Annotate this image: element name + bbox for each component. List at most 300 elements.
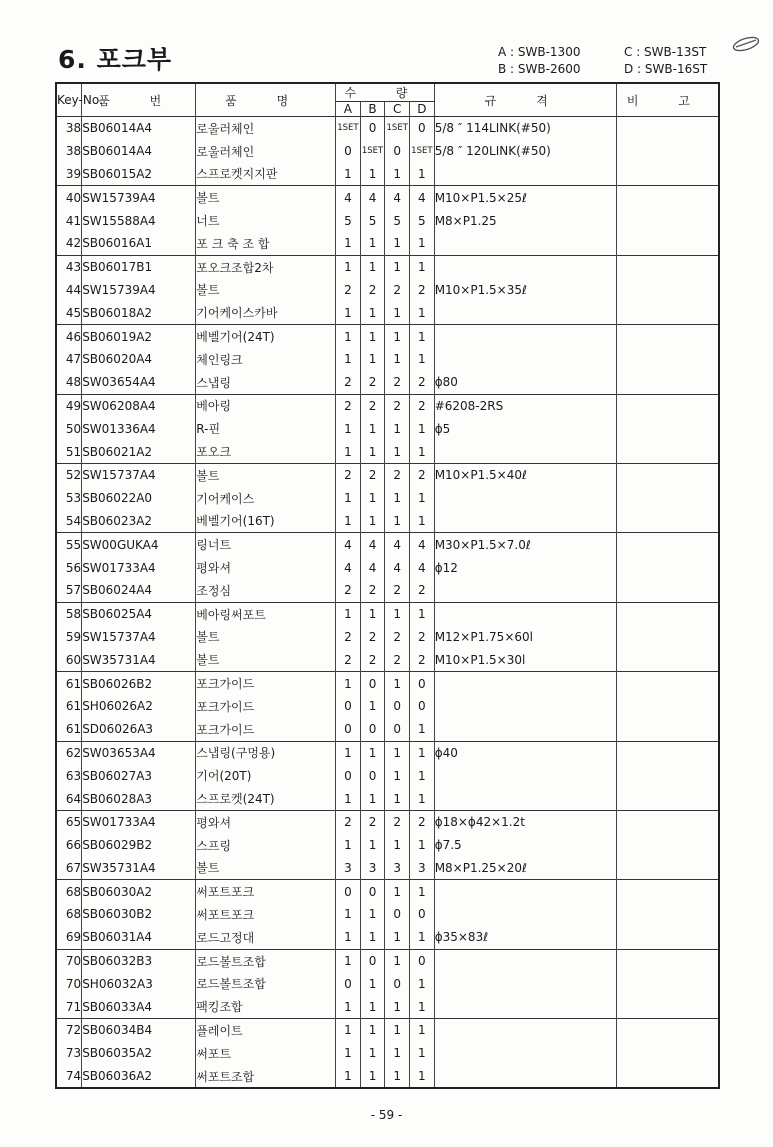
part-name-cell: 베벨기어(16T) — [196, 510, 336, 533]
qty-a-cell: 0 — [336, 764, 361, 787]
part-number-cell: SW35731A4 — [82, 648, 196, 671]
qty-b-cell: 1 — [360, 255, 385, 278]
qty-a-cell: 1 — [336, 949, 361, 972]
legend-model-d: D : SWB-16ST — [624, 62, 708, 76]
part-name-cell: 로울러체인 — [196, 117, 336, 140]
qty-d-cell: 1 — [410, 764, 435, 787]
qty-b-cell: 1 — [360, 1019, 385, 1042]
qty-d-cell: 4 — [410, 533, 435, 556]
header-part-number: 품 번 — [82, 83, 196, 117]
remarks-cell — [616, 325, 719, 348]
specification-cell: M8×P1.25×20ℓ — [434, 857, 616, 880]
remarks-cell — [616, 834, 719, 857]
specification-cell: M10×P1.5×40ℓ — [434, 463, 616, 486]
part-name-cell: 베벨기어(24T) — [196, 325, 336, 348]
specification-cell: ϕ40 — [434, 741, 616, 764]
key-no-cell: 65 — [56, 810, 82, 833]
part-number-cell: SB06023A2 — [82, 510, 196, 533]
remarks-cell — [616, 718, 719, 741]
qty-a-cell: 2 — [336, 279, 361, 302]
qty-a-cell: 4 — [336, 186, 361, 209]
part-number-cell: SB06029B2 — [82, 834, 196, 857]
qty-b-cell: 1 — [360, 972, 385, 995]
remarks-cell — [616, 741, 719, 764]
qty-c-cell: 1 — [385, 880, 410, 903]
part-name-cell: 로울러체인 — [196, 140, 336, 163]
specification-cell — [434, 972, 616, 995]
part-name-cell: 베아링 — [196, 394, 336, 417]
key-no-cell: 49 — [56, 394, 82, 417]
part-number-cell: SB06031A4 — [82, 926, 196, 949]
qty-b-cell: 4 — [360, 186, 385, 209]
key-no-cell: 53 — [56, 487, 82, 510]
specification-cell — [434, 764, 616, 787]
part-number-cell: SW03654A4 — [82, 371, 196, 394]
table-row — [56, 394, 719, 417]
qty-a-cell: 5 — [336, 209, 361, 232]
part-name-cell: 플레이트 — [196, 1019, 336, 1042]
qty-c-cell: 2 — [385, 810, 410, 833]
part-name-cell: 베아링써포트 — [196, 602, 336, 625]
qty-c-cell: 2 — [385, 371, 410, 394]
remarks-cell — [616, 279, 719, 302]
table-row — [56, 741, 719, 764]
qty-d-cell: 2 — [410, 648, 435, 671]
qty-d-cell: 5 — [410, 209, 435, 232]
table-row — [56, 487, 719, 510]
part-name-cell: 기어케이스카바 — [196, 301, 336, 324]
qty-c-cell: 2 — [385, 648, 410, 671]
remarks-cell — [616, 857, 719, 880]
table-row — [56, 810, 719, 833]
qty-b-cell: 4 — [360, 533, 385, 556]
model-legend-left — [498, 44, 581, 78]
remarks-cell — [616, 394, 719, 417]
qty-d-cell: 0 — [410, 903, 435, 926]
header-key-no: Key-No. — [56, 83, 82, 117]
table-row — [56, 463, 719, 486]
part-number-cell: SW15737A4 — [82, 626, 196, 649]
qty-a-cell: 2 — [336, 648, 361, 671]
key-no-cell: 64 — [56, 787, 82, 810]
table-row — [56, 348, 719, 371]
table-row — [56, 325, 719, 348]
key-no-cell: 38 — [56, 117, 82, 140]
qty-c-cell: 1 — [385, 510, 410, 533]
key-no-cell: 59 — [56, 626, 82, 649]
legend-model-a: A : SWB-1300 — [498, 45, 581, 59]
key-no-cell: 68 — [56, 880, 82, 903]
table-row — [56, 995, 719, 1018]
qty-c-cell: 1SET — [385, 117, 410, 140]
remarks-cell — [616, 764, 719, 787]
key-no-cell: 45 — [56, 301, 82, 324]
part-number-cell: SB06021A2 — [82, 440, 196, 463]
qty-d-cell: 0 — [410, 949, 435, 972]
key-no-cell: 40 — [56, 186, 82, 209]
table-row — [56, 232, 719, 255]
qty-c-cell: 1 — [385, 741, 410, 764]
part-name-cell: 스프로켓(24T) — [196, 787, 336, 810]
qty-a-cell: 2 — [336, 626, 361, 649]
remarks-cell — [616, 487, 719, 510]
part-name-cell: 너트 — [196, 209, 336, 232]
qty-d-cell: 1 — [410, 255, 435, 278]
specification-cell: ϕ12 — [434, 556, 616, 579]
qty-a-cell: 1 — [336, 510, 361, 533]
key-no-cell: 69 — [56, 926, 82, 949]
part-number-cell: SB06014A4 — [82, 117, 196, 140]
header-model-d: D — [410, 102, 435, 117]
qty-b-cell: 1 — [360, 487, 385, 510]
qty-c-cell: 1 — [385, 1065, 410, 1089]
part-name-cell: 포오크 — [196, 440, 336, 463]
qty-b-cell: 1 — [360, 163, 385, 186]
key-no-cell: 43 — [56, 255, 82, 278]
specification-cell — [434, 880, 616, 903]
part-number-cell: SB06017B1 — [82, 255, 196, 278]
qty-d-cell: 1 — [410, 1019, 435, 1042]
qty-d-cell: 1 — [410, 417, 435, 440]
key-no-cell: 62 — [56, 741, 82, 764]
part-number-cell: SW01733A4 — [82, 810, 196, 833]
qty-b-cell: 0 — [360, 764, 385, 787]
part-name-cell: 기어(20T) — [196, 764, 336, 787]
qty-a-cell: 0 — [336, 880, 361, 903]
qty-b-cell: 1 — [360, 232, 385, 255]
key-no-cell: 44 — [56, 279, 82, 302]
key-no-cell: 56 — [56, 556, 82, 579]
part-name-cell: 포크가이드 — [196, 695, 336, 718]
part-number-cell: SB06027A3 — [82, 764, 196, 787]
specification-cell — [434, 348, 616, 371]
qty-a-cell: 2 — [336, 394, 361, 417]
qty-a-cell: 1 — [336, 348, 361, 371]
qty-c-cell: 0 — [385, 903, 410, 926]
specification-cell: M12×P1.75×60l — [434, 626, 616, 649]
qty-c-cell: 2 — [385, 279, 410, 302]
qty-d-cell: 1 — [410, 880, 435, 903]
page-number: - 59 - — [370, 1108, 403, 1122]
remarks-cell — [616, 602, 719, 625]
qty-b-cell: 0 — [360, 949, 385, 972]
qty-c-cell: 4 — [385, 556, 410, 579]
table-row — [56, 440, 719, 463]
qty-a-cell: 1 — [336, 834, 361, 857]
qty-d-cell: 2 — [410, 626, 435, 649]
qty-d-cell: 2 — [410, 579, 435, 602]
table-row — [56, 764, 719, 787]
table-row — [56, 533, 719, 556]
part-number-cell: SH06032A3 — [82, 972, 196, 995]
specification-cell — [434, 1019, 616, 1042]
part-number-cell: SW15739A4 — [82, 279, 196, 302]
key-no-cell: 58 — [56, 602, 82, 625]
part-number-cell: SW01336A4 — [82, 417, 196, 440]
qty-c-cell: 0 — [385, 140, 410, 163]
part-number-cell: SB06035A2 — [82, 1042, 196, 1065]
specification-cell — [434, 232, 616, 255]
qty-a-cell: 1 — [336, 602, 361, 625]
qty-b-cell: 2 — [360, 463, 385, 486]
part-name-cell: 체인링크 — [196, 348, 336, 371]
remarks-cell — [616, 232, 719, 255]
specification-cell: #6208-2RS — [434, 394, 616, 417]
qty-b-cell: 1 — [360, 741, 385, 764]
pen-mark-icon — [730, 34, 762, 54]
specification-cell — [434, 301, 616, 324]
qty-a-cell: 2 — [336, 810, 361, 833]
specification-cell — [434, 995, 616, 1018]
table-row — [56, 163, 719, 186]
remarks-cell — [616, 579, 719, 602]
key-no-cell: 73 — [56, 1042, 82, 1065]
table-row — [56, 140, 719, 163]
qty-d-cell: 1 — [410, 163, 435, 186]
header-part-name: 품 명 — [196, 83, 336, 117]
part-number-cell: SB06024A4 — [82, 579, 196, 602]
part-name-cell: 링너트 — [196, 533, 336, 556]
remarks-cell — [616, 695, 719, 718]
key-no-cell: 66 — [56, 834, 82, 857]
qty-b-cell: 5 — [360, 209, 385, 232]
qty-b-cell: 1 — [360, 995, 385, 1018]
table-row — [56, 301, 719, 324]
qty-c-cell: 0 — [385, 718, 410, 741]
part-name-cell: 볼트 — [196, 626, 336, 649]
specification-cell: 5/8 ″ 114LINK(#50) — [434, 117, 616, 140]
qty-d-cell: 1 — [410, 440, 435, 463]
key-no-cell: 48 — [56, 371, 82, 394]
remarks-cell — [616, 972, 719, 995]
remarks-cell — [616, 510, 719, 533]
part-name-cell: 평와셔 — [196, 556, 336, 579]
part-number-cell: SB06022A0 — [82, 487, 196, 510]
specification-cell — [434, 718, 616, 741]
qty-b-cell: 0 — [360, 880, 385, 903]
remarks-cell — [616, 995, 719, 1018]
part-number-cell: SB06026B2 — [82, 672, 196, 695]
qty-b-cell: 1 — [360, 903, 385, 926]
part-name-cell: 로드볼트조합 — [196, 972, 336, 995]
remarks-cell — [616, 533, 719, 556]
part-name-cell: 포크가이드 — [196, 718, 336, 741]
qty-a-cell: 1 — [336, 301, 361, 324]
qty-a-cell: 4 — [336, 556, 361, 579]
remarks-cell — [616, 1019, 719, 1042]
qty-b-cell: 2 — [360, 626, 385, 649]
table-row — [56, 695, 719, 718]
qty-b-cell: 1SET — [360, 140, 385, 163]
specification-cell: M10×P1.5×35ℓ — [434, 279, 616, 302]
qty-b-cell: 1 — [360, 695, 385, 718]
specification-cell: M8×P1.25 — [434, 209, 616, 232]
part-number-cell: SB06015A2 — [82, 163, 196, 186]
remarks-cell — [616, 672, 719, 695]
qty-b-cell: 2 — [360, 371, 385, 394]
remarks-cell — [616, 255, 719, 278]
qty-c-cell: 5 — [385, 209, 410, 232]
qty-a-cell: 1 — [336, 325, 361, 348]
qty-a-cell: 4 — [336, 533, 361, 556]
specification-cell — [434, 325, 616, 348]
qty-a-cell: 1 — [336, 926, 361, 949]
qty-a-cell: 1 — [336, 672, 361, 695]
qty-c-cell: 1 — [385, 995, 410, 1018]
qty-c-cell: 1 — [385, 949, 410, 972]
remarks-cell — [616, 209, 719, 232]
qty-b-cell: 2 — [360, 279, 385, 302]
remarks-cell — [616, 417, 719, 440]
part-number-cell: SD06026A3 — [82, 718, 196, 741]
qty-a-cell: 2 — [336, 463, 361, 486]
qty-a-cell: 3 — [336, 857, 361, 880]
table-row — [56, 510, 719, 533]
part-number-cell: SW03653A4 — [82, 741, 196, 764]
specification-cell — [434, 672, 616, 695]
qty-a-cell: 1 — [336, 232, 361, 255]
qty-d-cell: 1 — [410, 348, 435, 371]
key-no-cell: 61 — [56, 695, 82, 718]
specification-cell — [434, 695, 616, 718]
part-name-cell: 볼트 — [196, 279, 336, 302]
remarks-cell — [616, 648, 719, 671]
part-name-cell: 포 크 축 조 합 — [196, 232, 336, 255]
key-no-cell: 54 — [56, 510, 82, 533]
part-number-cell: SB06030A2 — [82, 880, 196, 903]
specification-cell: ϕ7.5 — [434, 834, 616, 857]
part-number-cell: SB06034B4 — [82, 1019, 196, 1042]
qty-d-cell: 1 — [410, 972, 435, 995]
qty-a-cell: 1 — [336, 903, 361, 926]
part-name-cell: 로드고정대 — [196, 926, 336, 949]
part-name-cell: 포크가이드 — [196, 672, 336, 695]
qty-c-cell: 1 — [385, 417, 410, 440]
remarks-cell — [616, 1065, 719, 1089]
part-number-cell: SB06036A2 — [82, 1065, 196, 1089]
qty-a-cell: 1 — [336, 787, 361, 810]
qty-a-cell: 1SET — [336, 117, 361, 140]
header-remarks: 비 고 — [616, 83, 719, 117]
key-no-cell: 61 — [56, 672, 82, 695]
part-name-cell: 써포트포크 — [196, 880, 336, 903]
table-row — [56, 602, 719, 625]
remarks-cell — [616, 787, 719, 810]
qty-d-cell: 4 — [410, 556, 435, 579]
header-model-b: B — [360, 102, 385, 117]
qty-b-cell: 2 — [360, 579, 385, 602]
remarks-cell — [616, 440, 719, 463]
header-model-c: C — [385, 102, 410, 117]
qty-d-cell: 0 — [410, 695, 435, 718]
table-row — [56, 972, 719, 995]
qty-c-cell: 4 — [385, 186, 410, 209]
qty-d-cell: 2 — [410, 810, 435, 833]
specification-cell — [434, 487, 616, 510]
specification-cell: ϕ35×83ℓ — [434, 926, 616, 949]
key-no-cell: 60 — [56, 648, 82, 671]
remarks-cell — [616, 348, 719, 371]
key-no-cell: 41 — [56, 209, 82, 232]
table-row — [56, 903, 719, 926]
qty-d-cell: 3 — [410, 857, 435, 880]
qty-d-cell: 1 — [410, 741, 435, 764]
qty-d-cell: 1 — [410, 487, 435, 510]
qty-b-cell: 1 — [360, 1042, 385, 1065]
part-name-cell: 팩킹조합 — [196, 995, 336, 1018]
qty-c-cell: 1 — [385, 325, 410, 348]
parts-table — [55, 82, 720, 1089]
part-name-cell: 포오크조합2차 — [196, 255, 336, 278]
part-number-cell: SW00GUKA4 — [82, 533, 196, 556]
part-number-cell: SB06028A3 — [82, 787, 196, 810]
specification-cell: M30×P1.5×7.0ℓ — [434, 533, 616, 556]
qty-d-cell: 2 — [410, 463, 435, 486]
part-number-cell: SB06032B3 — [82, 949, 196, 972]
qty-b-cell: 1 — [360, 325, 385, 348]
key-no-cell: 74 — [56, 1065, 82, 1089]
qty-c-cell: 1 — [385, 232, 410, 255]
specification-cell — [434, 1065, 616, 1089]
qty-c-cell: 1 — [385, 602, 410, 625]
remarks-cell — [616, 163, 719, 186]
qty-d-cell: 1 — [410, 1042, 435, 1065]
part-number-cell: SB06030B2 — [82, 903, 196, 926]
specification-cell — [434, 602, 616, 625]
part-number-cell: SB06020A4 — [82, 348, 196, 371]
qty-a-cell: 1 — [336, 440, 361, 463]
part-number-cell: SW15588A4 — [82, 209, 196, 232]
specification-cell: M10×P1.5×30l — [434, 648, 616, 671]
key-no-cell: 67 — [56, 857, 82, 880]
remarks-cell — [616, 186, 719, 209]
page-title: 6. 포크부 — [58, 45, 173, 74]
part-number-cell: SW06208A4 — [82, 394, 196, 417]
table-row — [56, 880, 719, 903]
qty-b-cell: 2 — [360, 394, 385, 417]
part-name-cell: 기어케이스 — [196, 487, 336, 510]
part-name-cell: 평와셔 — [196, 810, 336, 833]
key-no-cell: 46 — [56, 325, 82, 348]
qty-b-cell: 1 — [360, 417, 385, 440]
remarks-cell — [616, 880, 719, 903]
table-row — [56, 949, 719, 972]
table-row — [56, 1065, 719, 1089]
model-legend-right — [624, 44, 707, 78]
part-name-cell: R-핀 — [196, 417, 336, 440]
table-row — [56, 718, 719, 741]
part-name-cell: 스냅링 — [196, 371, 336, 394]
specification-cell: ϕ5 — [434, 417, 616, 440]
qty-c-cell: 1 — [385, 301, 410, 324]
qty-d-cell: 1 — [410, 510, 435, 533]
key-no-cell: 51 — [56, 440, 82, 463]
part-number-cell: SW15737A4 — [82, 463, 196, 486]
part-name-cell: 스프링 — [196, 834, 336, 857]
qty-d-cell: 1 — [410, 926, 435, 949]
qty-d-cell: 1SET — [410, 140, 435, 163]
part-name-cell: 써포트조합 — [196, 1065, 336, 1089]
specification-cell: M10×P1.5×25ℓ — [434, 186, 616, 209]
key-no-cell: 57 — [56, 579, 82, 602]
part-name-cell: 스냅링(구멍용) — [196, 741, 336, 764]
qty-a-cell: 1 — [336, 255, 361, 278]
table-row — [56, 1019, 719, 1042]
qty-d-cell: 2 — [410, 371, 435, 394]
key-no-cell: 70 — [56, 949, 82, 972]
specification-cell: 5/8 ″ 120LINK(#50) — [434, 140, 616, 163]
part-name-cell: 써포트포크 — [196, 903, 336, 926]
